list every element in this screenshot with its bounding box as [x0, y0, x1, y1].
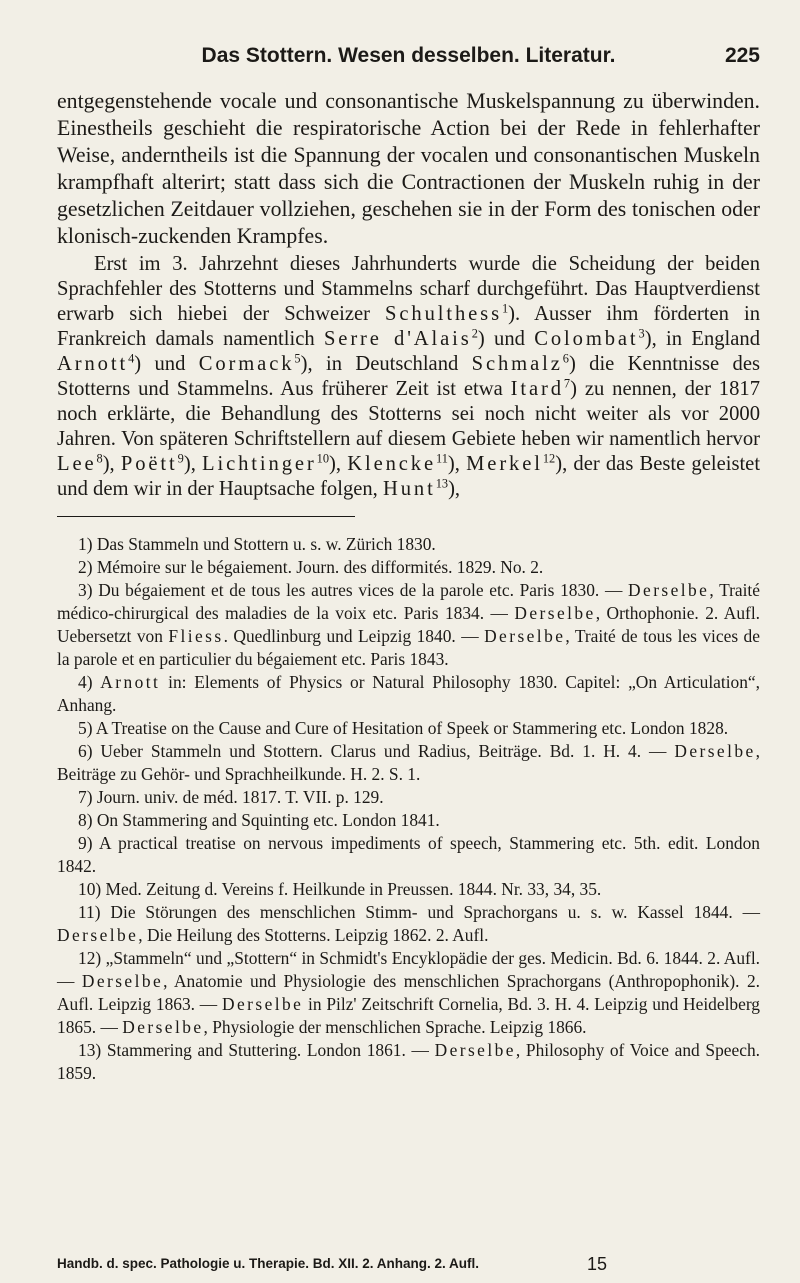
text-run: ), in Deutschland — [300, 353, 472, 375]
author-name: Derselbe — [434, 1040, 516, 1060]
text-run: 6) Ueber Stammeln und Stottern. Clarus und Radius, Beiträge. Bd. 1. H. 4. — — [78, 741, 675, 761]
footnote: 10) Med. Zeitung d. Vereins f. Heilkunde in Preussen. 1844. Nr. 33, 34, 35. — [78, 879, 602, 899]
author-name: Arnott — [100, 672, 161, 692]
footnote: 8) On Stammering and Squinting etc. London 1841. — [78, 810, 440, 830]
body-paragraph-2 — [57, 252, 760, 502]
footnote: 7) Journ. univ. de méd. 1817. T. VII. p. 129. — [78, 787, 384, 807]
footnote: 2) Mémoire sur le bégaiement. Journ. des difformités. 1829. No. 2. — [78, 557, 544, 577]
footnote-marker: 3 — [638, 326, 645, 341]
text-run: 12) „Stammeln“ und „Stottern“ in Schmidt's Encyklopädie der ges. Medicin. Bd. 6. 1844. 2. Aufl. — — [57, 948, 760, 991]
running-header — [57, 36, 760, 76]
text-run: ) und — [477, 328, 535, 350]
author-name: Lee — [57, 453, 97, 475]
text-run: , Anatomie und Physiologie des menschlichen Sprachorgans (Anthropophonik). 2. Aufl. Leipzig 1863. — — [57, 971, 760, 1014]
text-run: , Traité de tous les vices de la parole et en particulier du bégaiement etc. Paris 1843. — [57, 626, 760, 669]
author-name: Derselbe — [484, 626, 566, 646]
text-run: 11) Die Störungen des menschlichen Stimm- und Sprachorgans u. s. w. Kassel 1844. — — [78, 902, 760, 922]
footnote — [57, 579, 760, 671]
text-run: ) die Kenntnisse des Stotterns und Stammelns. Aus früherer Zeit ist etwa — [57, 353, 760, 400]
author-name: Derselbe — [81, 971, 164, 991]
text-run: in Pilz' Zeitschrift Cornelia, Bd. 3. H. 4. Leipzig und Heidelberg 1865. — — [57, 994, 761, 1037]
text-run: 4) — [78, 672, 101, 692]
footnote-marker: 6 — [562, 351, 569, 366]
paragraph-text — [57, 252, 760, 502]
author-name: Cormack — [198, 353, 295, 375]
text-run: 13) Stammering and Stuttering. London 1861. — — [78, 1040, 435, 1060]
footnote-marker: 12 — [542, 451, 556, 466]
author-name: Merkel — [466, 453, 543, 475]
author-name: Derselbe — [221, 994, 304, 1014]
text-run: in: Elements of Physics or Natural Philosophy 1830. Capitel: „On Articulation“, Anhang. — [57, 672, 760, 715]
text-run: , Philosophy of Voice and Speech. 1859. — [57, 1040, 760, 1083]
author-name: Derselbe — [57, 925, 139, 945]
author-name: Derselbe — [514, 603, 596, 623]
text-run: ), der das Beste geleistet und dem wir in der Hauptsache folgen, — [57, 453, 761, 500]
text-run: ) und — [134, 353, 199, 375]
text-run: ), — [102, 453, 121, 475]
author-name: Derselbe — [628, 580, 710, 600]
text-run: , Die Heilung des Stotterns. Leipzig 1862. 2. Aufl. — [138, 925, 489, 945]
text-run: . Quedlinburg und Leipzig 1840. — — [223, 626, 485, 646]
text-run: , Beiträge zu Gehör- und Sprachheilkunde. H. 2. S. 1. — [57, 741, 760, 784]
footnote-marker: 9 — [177, 451, 184, 466]
footnote — [57, 671, 760, 717]
footnote-marker: 11 — [436, 451, 448, 466]
footer-text: Handb. d. spec. Pathologie u. Therapie. Bd. XII. 2. Anhang. 2. Aufl. — [57, 1256, 480, 1271]
text-run: ). Ausser ihm förderten in Frankreich damals namentlich — [57, 303, 760, 350]
author-name: Fliess — [168, 626, 224, 646]
footnote — [57, 740, 760, 786]
footnote: 5) A Treatise on the Cause and Cure of Hesitation of Speek or Stammering etc. London 1828. — [78, 718, 729, 738]
footnote-marker: 7 — [563, 376, 571, 391]
footnote-marker: 10 — [316, 451, 330, 466]
footnote-marker: 13 — [435, 476, 449, 491]
author-name: Schmalz — [471, 353, 563, 375]
text-run: ) zu nennen, der 1817 noch erklärte, die Behandlung des Stotterns sei noch nicht weiter als vor 2000 Jahren. Von späteren Schriftstellern auf diesem Gebiete heben wir namentlich hervor — [57, 378, 760, 450]
page-footer — [57, 1254, 760, 1274]
author-name: Schulthess — [385, 303, 502, 325]
author-name: Derselbe — [674, 741, 756, 761]
footnote-marker: 2 — [471, 326, 478, 341]
author-name: Poëtt — [120, 453, 178, 475]
footnotes — [57, 533, 760, 1085]
author-name: Serre d'Alais — [323, 328, 472, 350]
author-name: Hunt — [382, 478, 436, 500]
author-name: Derselbe — [122, 1017, 204, 1037]
text-run: ), — [329, 453, 348, 475]
footnote — [57, 1039, 760, 1085]
footnote — [57, 947, 760, 1039]
footnote-marker: 8 — [96, 451, 103, 466]
page-number: 225 — [724, 44, 760, 67]
footnote: 9) A practical treatise on nervous impediments of speech, Stammering etc. 5th. edit. London 1842. — [57, 833, 760, 876]
text-run: ), — [447, 453, 467, 475]
author-name: Klencke — [347, 453, 436, 475]
text-run: , Orthophonie. 2. Aufl. Uebersetzt von — [57, 603, 760, 646]
author-name: Lichtinger — [202, 453, 317, 475]
footnote — [57, 901, 760, 947]
text-run: ), in England — [644, 328, 760, 350]
footnote-marker: 4 — [128, 351, 135, 366]
paragraph-text: entgegenstehende vocale und consonantische Muskelspannung zu überwinden. Einestheils geschieht die respiratorische Action bei der Rede in fehlerhafter Weise, anderntheils ist die Spannung der vocalen und consonantischen Muskeln krampfhaft alterirt; statt dass sich die Contractionen der Muskeln ruhig in der gesetzlichen Zeitdauer vollziehen, geschehen sie in der Form des tonischen oder klonisch-zuckenden Krampfes. — [57, 89, 760, 248]
body-paragraph-1 — [57, 88, 760, 250]
text-run: 3) Du bégaiement et de tous les autres vices de la parole etc. Paris 1830. — — [78, 580, 629, 600]
footnote-marker: 5 — [294, 351, 301, 366]
text-run: ), — [183, 453, 203, 475]
running-title: Das Stottern. Wesen desselben. Literatur. — [201, 44, 616, 67]
text-run: ), — [448, 478, 461, 500]
author-name: Colombat — [534, 328, 639, 350]
author-name: Itard — [510, 378, 564, 400]
footnote-marker: 1 — [501, 301, 509, 316]
text-run: , Physiologie der menschlichen Sprache. Leipzig 1866. — [203, 1017, 587, 1037]
text-run: , Traité médico-chirurgical des maladies de la voix etc. Paris 1834. — — [57, 580, 760, 623]
footnote: 1) Das Stammeln und Stottern u. s. w. Zürich 1830. — [78, 534, 436, 554]
text-run: Erst im 3. Jahrzehnt dieses Jahrhunderts wurde die Scheidung der beiden Sprachfehler des Stotterns und Stammelns scharf durchgeführt. Das Hauptverdienst erwarb sich hiebei der Schweizer — [57, 253, 760, 325]
author-name: Arnott — [57, 353, 129, 375]
footnote-divider — [57, 516, 355, 517]
signature-mark: 15 — [587, 1254, 608, 1274]
